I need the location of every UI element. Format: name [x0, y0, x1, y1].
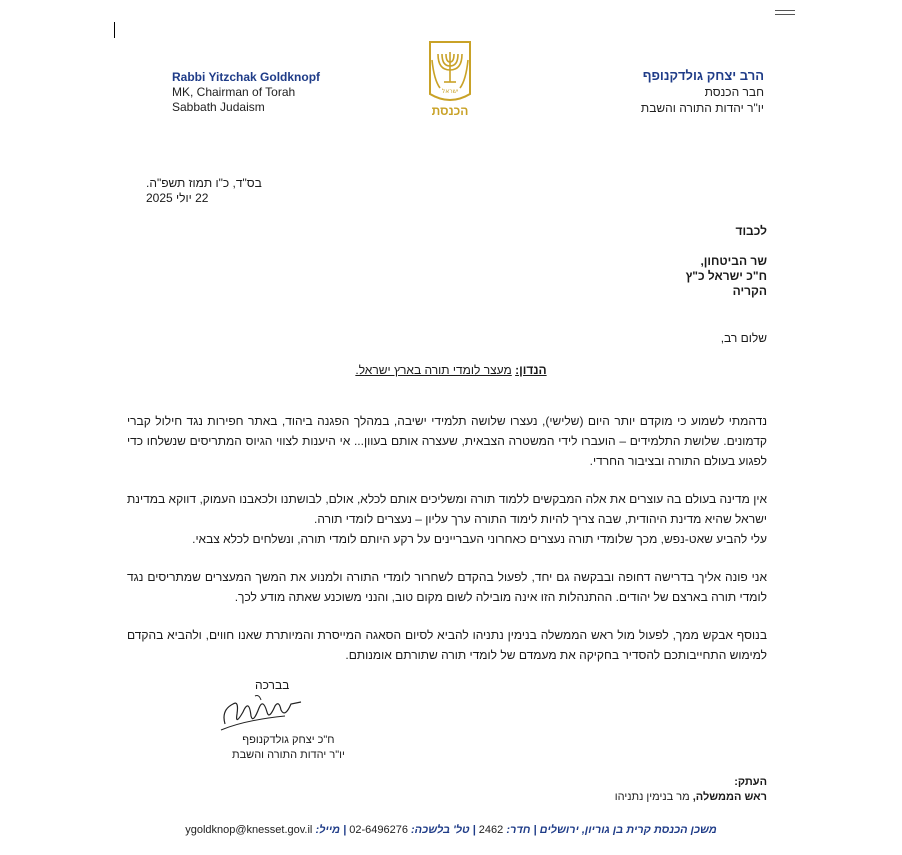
body-paragraph-2b: עלי להביע שאט-נפש, מכך שלומדי תורה נעצרים כאחרוני העבריינים על רקע היותם לומדי תורה, ונשלחים לכלא צבאי.: [192, 532, 767, 546]
signer-name: ח"כ יצחק גולדקנופף: [242, 734, 335, 746]
footer: משכן הכנסת קרית בן גוריון, ירושלים | חדר: 2462 | טל' בלשכה: 02-6496276 | מייל: ygoldknop@knesset.gov.il: [185, 824, 717, 836]
emblem-inscription: ישראל: [441, 88, 459, 95]
greeting: שלום רב,: [720, 331, 767, 345]
text-cursor: [114, 22, 115, 38]
footer-phone-label: טל' בלשכה:: [411, 824, 470, 836]
cc-role: ראש הממשלה,: [692, 791, 767, 803]
footer-address: משכן הכנסת קרית בן גוריון, ירושלים: [539, 824, 717, 836]
english-line2: Sabbath Judaism: [172, 100, 265, 114]
body-paragraph-1: נדהמתי לשמוע כי מוקדם יותר היום (שלישי), נעצרו שלושה תלמידי ישיבה, במהלך הפגנה ביהוד, באתר חפירות נגד חילול קברי קדמונים. שלושת התלמידים – הועברו לידי המשטרה הצבאית, שעצרה אותם בעוון... אי היענות לצווי הגיוס המתריסים שנשלחו כדי לפגוע בעולם התורה ובציבור החרדי.: [127, 414, 767, 468]
gregorian-date: 22 יולי 2025: [146, 191, 209, 205]
subject-text: מעצר לומדי תורה בארץ ישראל.: [355, 363, 512, 377]
hebrew-date: בס"ד, כ"ו תמוז תשפ"ה.: [146, 176, 262, 190]
knesset-caption: הכנסת: [431, 104, 469, 118]
cc-label: העתק:: [734, 776, 767, 788]
addressee-place: הקריה: [732, 284, 767, 298]
hebrew-line1: חבר הכנסת: [704, 85, 764, 99]
body-paragraph-4: בנוסף אבקש ממך, לפעול מול ראש הממשלה בנימין נתניהו להביא לסיום הסאגה המייסרת והמיותרת שאנו חווים, ולהביא בהקדם למימוש התחייבותכם להסדיר בחקיקה את מעמדם של לומדי תורה שתורתם אומנותם.: [127, 628, 767, 662]
english-name: Rabbi Yitzchak Goldknopf: [172, 70, 321, 84]
hebrew-letterhead: [641, 68, 764, 116]
addressee-block: [686, 224, 767, 299]
closing-blessing: בברכה: [255, 678, 290, 692]
addressee-title: שר הביטחון,: [700, 254, 767, 268]
date-block: [146, 176, 276, 206]
body-paragraph-2a: אין מדינה בעולם בה עוצרים את אלה המבקשים ללמוד תורה ומשליכים אותם לכלא, אולם, לבושתנו ולכאבנו העמוק, דווקא במדינת ישראל שהיא מדינת היהודית, שבה צריך להיות לימוד התורה ערך עליון – נעצרים לומדי תורה.: [127, 492, 767, 526]
body-paragraph-3: אני פונה אליך בדרישה דחופה ובבקשה גם יחד, לפעול בהקדם לשחרור לומדי התורה ולמנוע את המשך המעצרים שמתריסים נגד לומדי תורה בארצם של יהודים. ההתנהלות הזו אינה מובילה לשום מקום טוב, והנני משוכנע שאתה מודע לכך.: [127, 570, 767, 604]
hebrew-line2: יו"ר יהדות התורה והשבת: [640, 101, 764, 115]
english-line1: MK, Chairman of Torah: [172, 85, 296, 99]
cc-block: [615, 775, 767, 805]
subject-label: הנדון:: [515, 363, 547, 377]
footer-mail-label: מייל:: [315, 824, 341, 836]
footer-email[interactable]: ygoldknop@knesset.gov.il: [185, 824, 313, 836]
addressee-to: לכבוד: [735, 224, 767, 238]
corner-mark: [775, 10, 795, 15]
subject-line: [0, 363, 902, 377]
hebrew-name: הרב יצחק גולדקנופף: [642, 68, 764, 83]
cc-name: מר בנימין נתניהו: [614, 791, 690, 803]
signer-block: [232, 733, 345, 763]
addressee-name: ח"כ ישראל כ"ץ: [685, 269, 767, 283]
signer-title: יו"ר יהדות התורה והשבת: [232, 749, 345, 761]
footer-phone: 02-6496276: [349, 824, 408, 836]
english-letterhead: [172, 70, 320, 115]
footer-room-label: חדר:: [506, 824, 531, 836]
signature-image: [215, 690, 305, 734]
footer-room: 2462: [478, 824, 504, 836]
letter-body: [127, 411, 767, 683]
